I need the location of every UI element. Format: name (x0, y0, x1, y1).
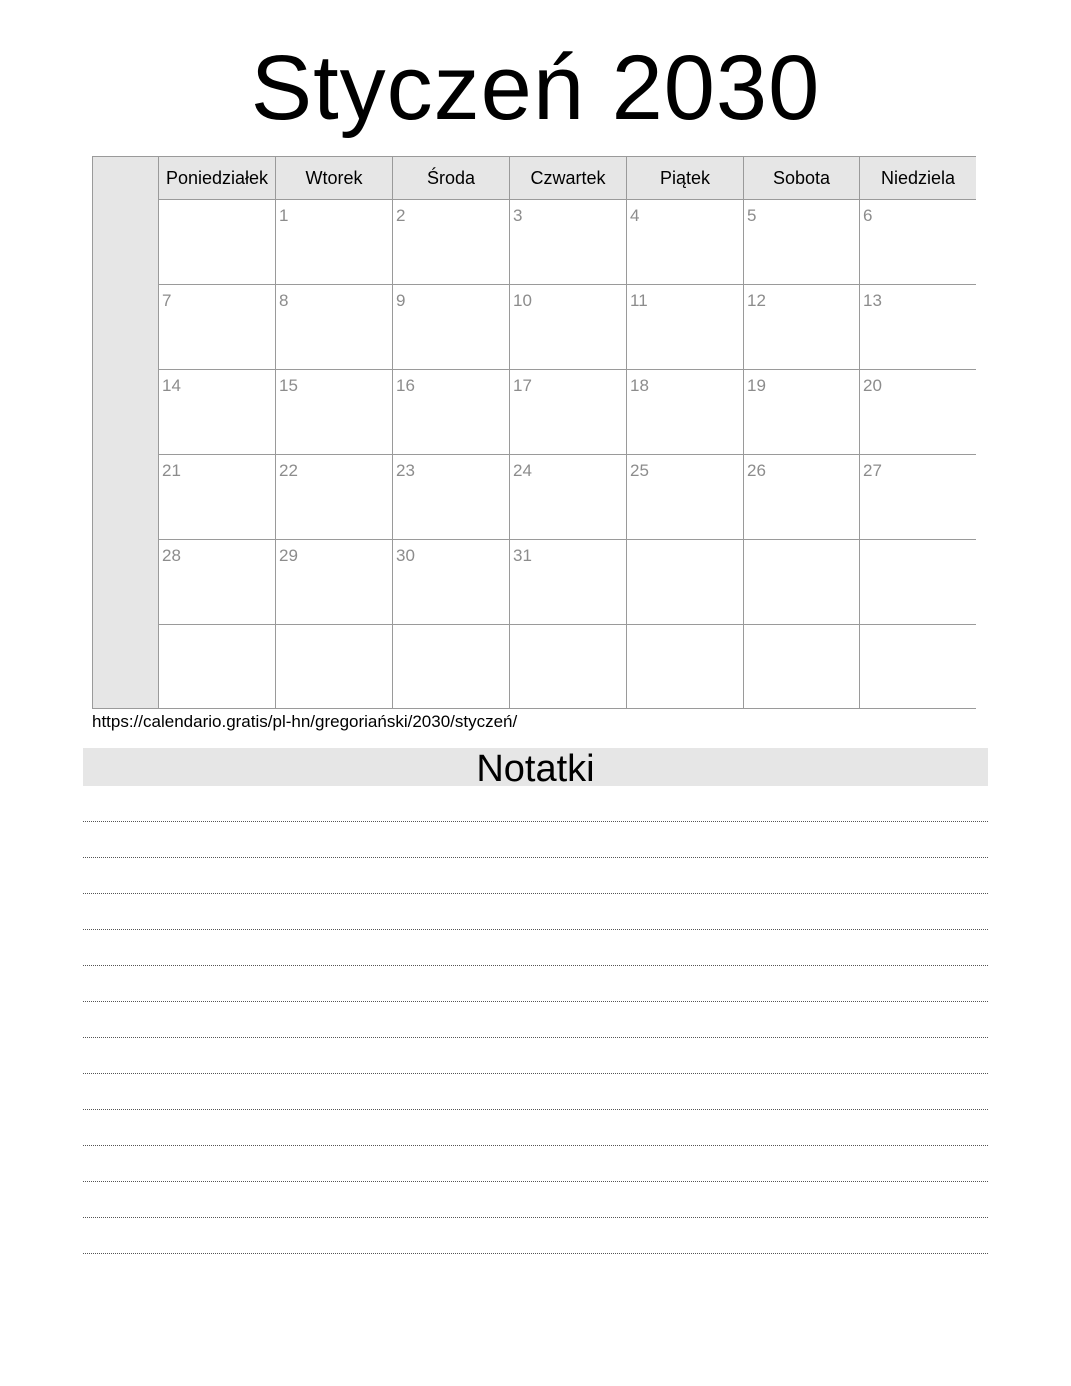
day-cell (860, 540, 976, 625)
day-cell (627, 285, 744, 370)
page-title: Styczeń 2030 (250, 37, 821, 139)
day-cell (860, 625, 976, 708)
day-number: 30 (396, 546, 415, 565)
day-number: 6 (863, 206, 873, 225)
day-cell (393, 200, 510, 285)
day-number: 8 (279, 291, 289, 310)
day-number: 18 (630, 376, 649, 395)
weekday-header: Czwartek (510, 157, 627, 200)
note-line (83, 786, 988, 822)
day-cell (159, 540, 276, 625)
weekday-header: Piątek (627, 157, 744, 200)
notes-title: Notatki (83, 748, 988, 786)
weekday-header: Niedziela (860, 157, 976, 200)
day-cell (159, 370, 276, 455)
day-number: 20 (863, 376, 882, 395)
day-number: 11 (630, 291, 648, 310)
week-number-column (93, 157, 159, 708)
day-number: 17 (513, 376, 532, 395)
day-number: 31 (513, 546, 532, 565)
day-cell (159, 285, 276, 370)
source-url[interactable]: https://calendario.gratis/pl-hn/gregoriański/2030/styczeń/ (92, 712, 518, 731)
note-line (83, 966, 988, 1002)
day-cell (744, 540, 860, 625)
note-line (83, 1182, 988, 1218)
day-cell (744, 625, 860, 708)
day-cell (510, 625, 627, 708)
weekday-header: Sobota (744, 157, 860, 200)
day-number: 16 (396, 376, 415, 395)
day-number: 19 (747, 376, 766, 395)
day-cell (276, 370, 393, 455)
day-cell (276, 200, 393, 285)
day-cell (510, 455, 627, 540)
day-number: 23 (396, 461, 415, 480)
day-cell (510, 370, 627, 455)
day-cell (627, 370, 744, 455)
day-cell (744, 455, 860, 540)
weekday-header: Środa (393, 157, 510, 200)
calendar-days (159, 157, 976, 708)
day-cell (159, 200, 276, 285)
day-cell (276, 285, 393, 370)
day-cell (627, 625, 744, 708)
note-line (83, 1002, 988, 1038)
note-line (83, 930, 988, 966)
day-cell (159, 625, 276, 708)
day-cell (510, 540, 627, 625)
day-number: 1 (279, 206, 289, 225)
day-number: 12 (747, 291, 766, 310)
day-number: 13 (863, 291, 882, 310)
day-number: 24 (513, 461, 532, 480)
day-number: 2 (396, 206, 406, 225)
day-cell (159, 455, 276, 540)
day-number: 26 (747, 461, 766, 480)
day-cell (393, 370, 510, 455)
day-cell (510, 200, 627, 285)
day-cell (744, 200, 860, 285)
day-number: 15 (279, 376, 298, 395)
day-cell (627, 540, 744, 625)
weekday-header: Poniedziałek (159, 157, 276, 200)
note-line (83, 1038, 988, 1074)
day-number: 22 (279, 461, 298, 480)
note-line (83, 1110, 988, 1146)
day-cell (744, 370, 860, 455)
day-number: 14 (162, 376, 181, 395)
day-cell (393, 540, 510, 625)
day-cell (276, 455, 393, 540)
day-number: 10 (513, 291, 532, 310)
day-cell (860, 200, 976, 285)
day-number: 4 (630, 206, 640, 225)
notes-lines (83, 786, 988, 1254)
day-cell (627, 455, 744, 540)
day-number: 25 (630, 461, 649, 480)
day-number: 5 (747, 206, 757, 225)
day-number: 28 (162, 546, 181, 565)
day-number: 7 (162, 291, 172, 310)
day-cell (393, 625, 510, 708)
note-line (83, 1074, 988, 1110)
calendar-grid (92, 156, 976, 709)
day-cell (510, 285, 627, 370)
day-cell (276, 625, 393, 708)
note-line (83, 858, 988, 894)
day-cell (627, 200, 744, 285)
day-number: 27 (863, 461, 882, 480)
day-number: 21 (162, 461, 181, 480)
note-line (83, 1146, 988, 1182)
day-cell (860, 370, 976, 455)
day-number: 29 (279, 546, 298, 565)
weekday-header: Wtorek (276, 157, 393, 200)
note-line (83, 1218, 988, 1254)
day-cell (744, 285, 860, 370)
day-number: 9 (396, 291, 406, 310)
day-cell (276, 540, 393, 625)
note-line (83, 894, 988, 930)
day-cell (860, 455, 976, 540)
note-line (83, 822, 988, 858)
day-cell (860, 285, 976, 370)
day-number: 3 (513, 206, 523, 225)
day-cell (393, 455, 510, 540)
day-cell (393, 285, 510, 370)
